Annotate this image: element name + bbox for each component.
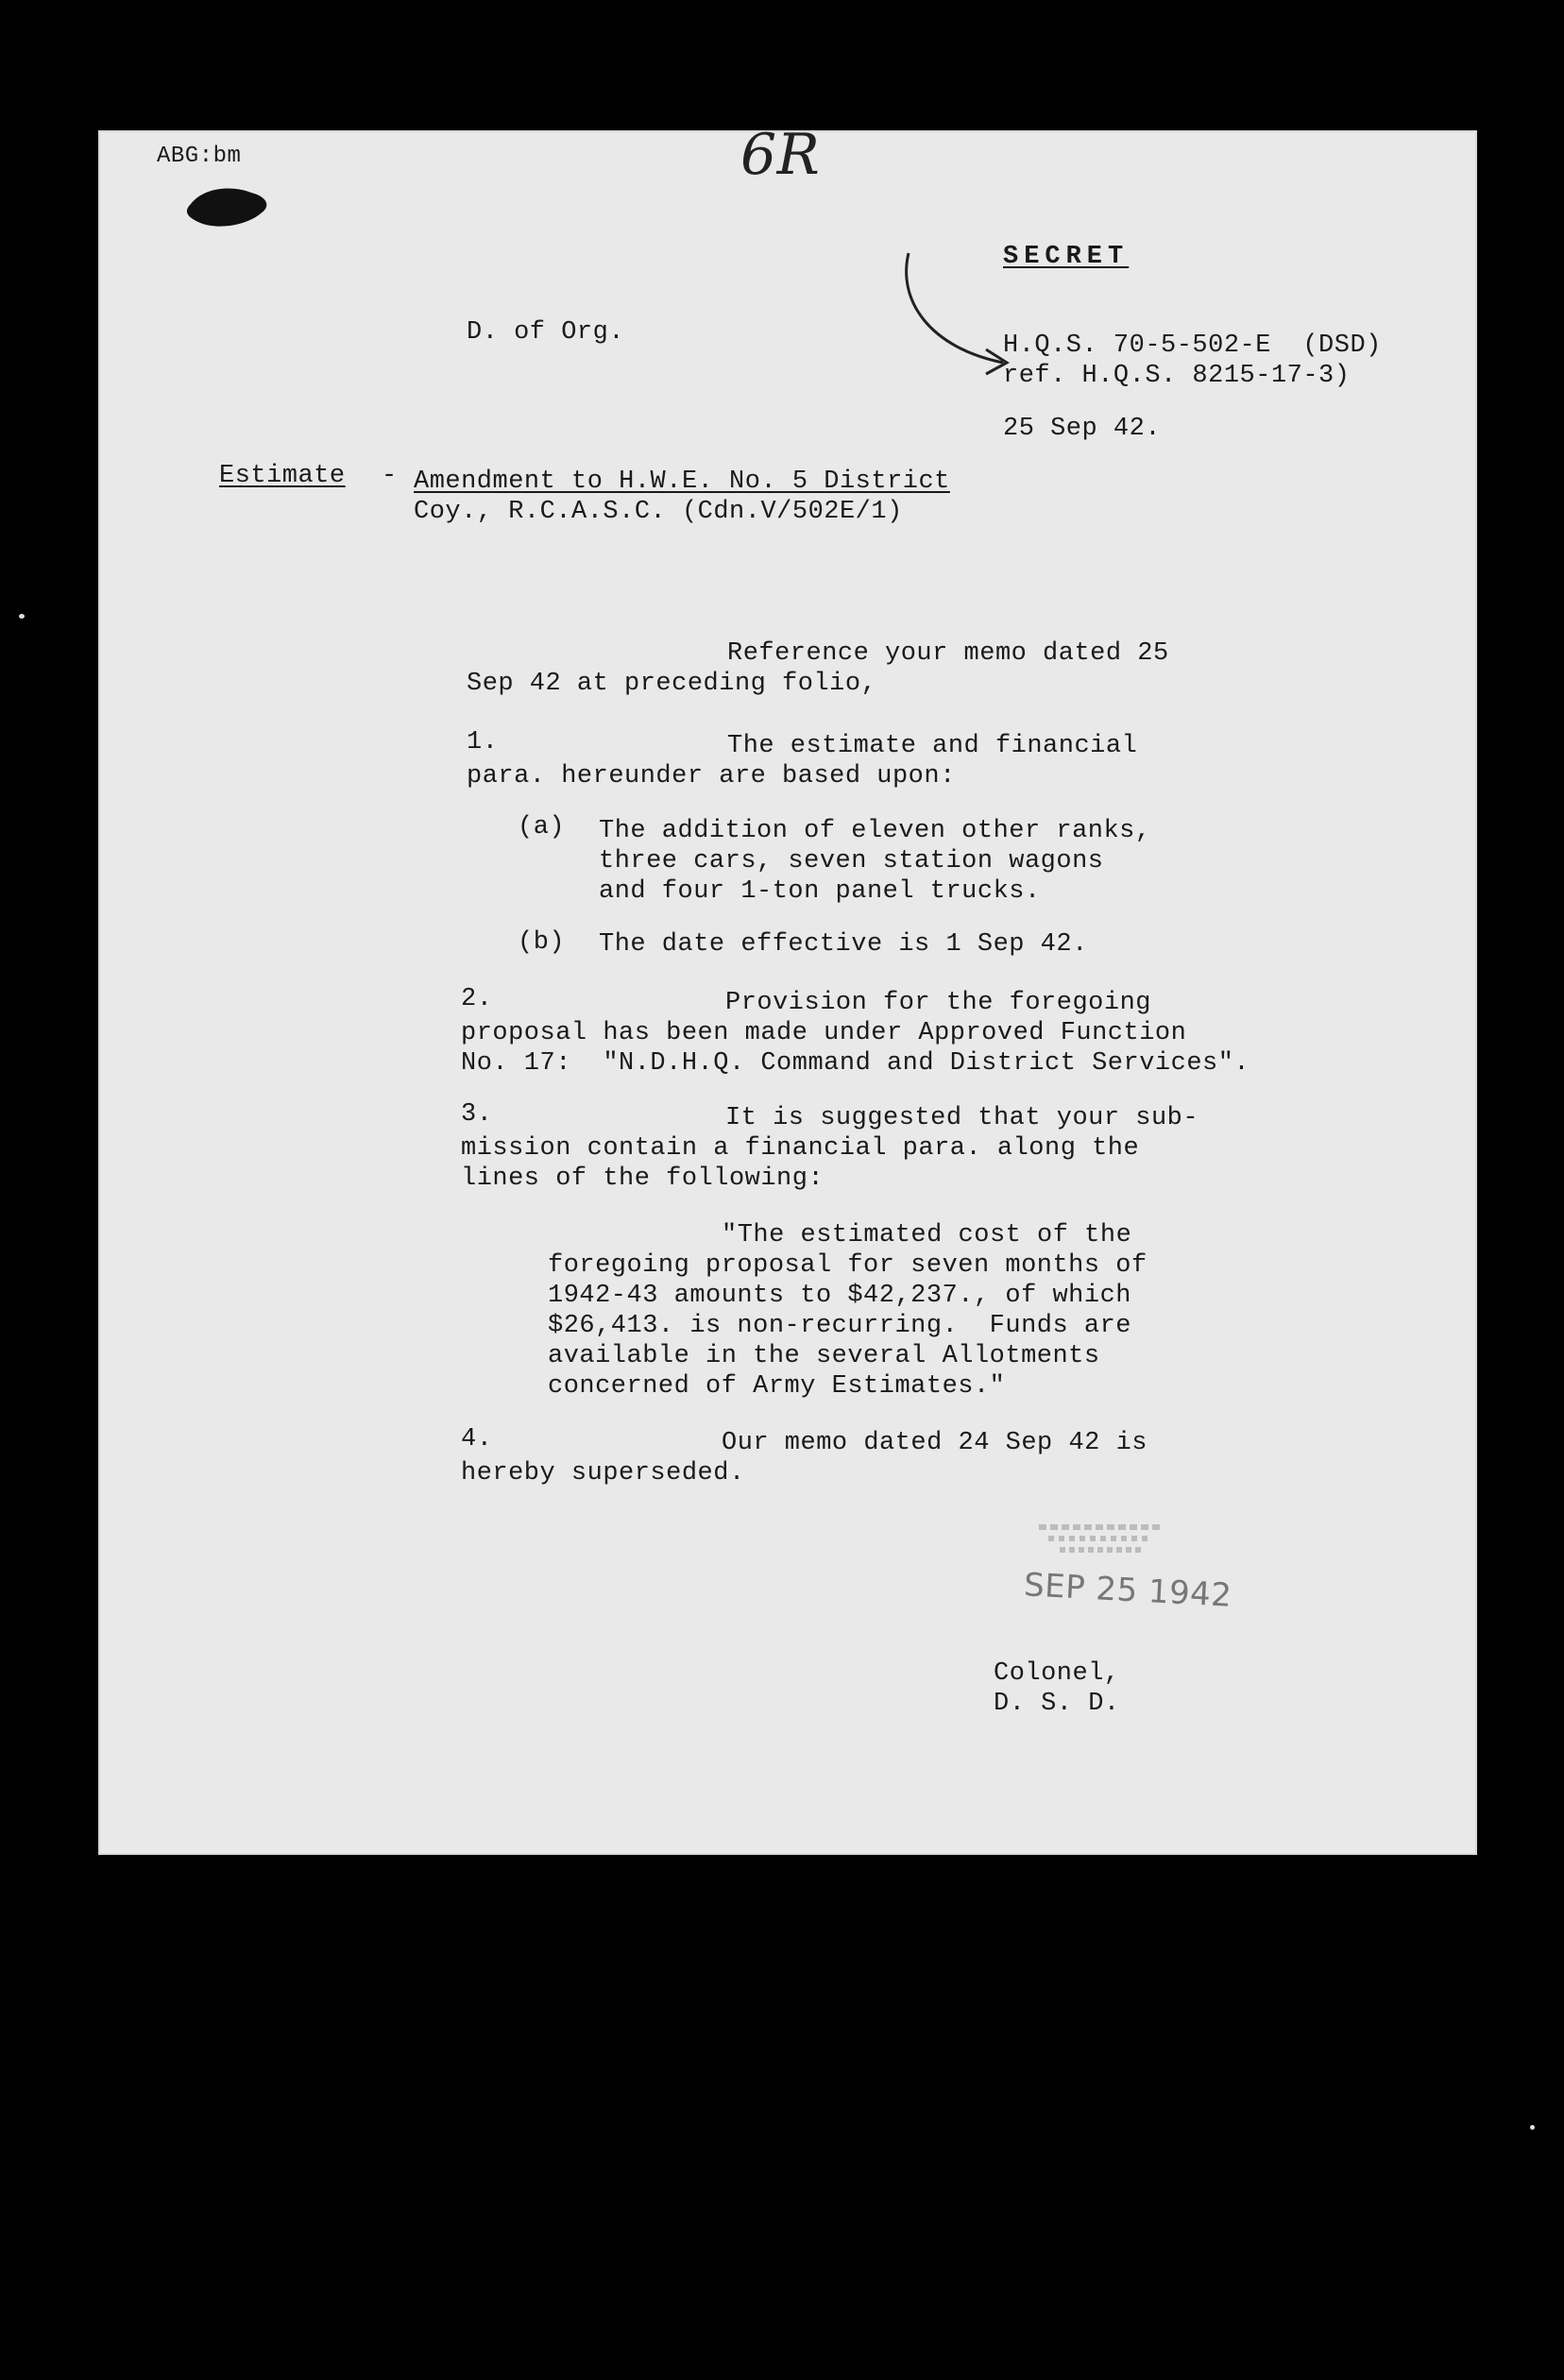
quote-line-2: foregoing proposal for seven months of <box>548 1251 1148 1280</box>
memo-date: 25 Sep 42. <box>1003 415 1162 443</box>
paragraph-4-line-1: Our memo dated 24 Sep 42 is <box>722 1429 1148 1457</box>
paragraph-1-number: 1. <box>467 728 499 756</box>
subject-line-2: Coy., R.C.A.S.C. (Cdn.V/502E/1) <box>414 498 903 526</box>
paragraph-2-line-2: proposal has been made under Approved Function <box>461 1019 1187 1047</box>
paragraph-1-line-1: The estimate and financial <box>727 732 1138 760</box>
paragraph-3-line-2: mission contain a financial para. along the <box>461 1134 1140 1163</box>
subject-label: Estimate <box>219 462 346 490</box>
paragraph-2-line-3: No. 17: "N.D.H.Q. Command and District Services". <box>461 1049 1250 1078</box>
file-reference-2: ref. H.Q.S. 8215-17-3) <box>1003 362 1351 390</box>
handwritten-note: 6R <box>740 122 821 188</box>
paragraph-3-line-1: It is suggested that your sub- <box>725 1104 1199 1132</box>
addressee: D. of Org. <box>467 318 625 347</box>
quote-line-1: "The estimated cost of the <box>722 1221 1132 1250</box>
quote-line-3: 1942-43 amounts to $42,237., of which <box>548 1282 1131 1310</box>
item-a-line-1: The addition of eleven other ranks, <box>599 817 1151 845</box>
signature-rank: Colonel, <box>994 1659 1120 1688</box>
signature-title: D. S. D. <box>994 1690 1120 1718</box>
subject-dash: - <box>382 462 398 490</box>
stamp-date: SEP 25 1942 <box>1023 1566 1233 1615</box>
received-stamp <box>1023 1519 1233 1623</box>
film-speck <box>1530 2125 1535 2130</box>
item-a-label: (a) <box>518 813 566 842</box>
intro-line-1: Reference your memo dated 25 <box>727 639 1169 668</box>
paragraph-1-line-2: para. hereunder are based upon: <box>467 762 956 790</box>
quote-line-4: $26,413. is non-recurring. Funds are <box>548 1312 1131 1340</box>
typist-reference: ABG:bm <box>157 144 242 169</box>
intro-line-2: Sep 42 at preceding folio, <box>467 670 877 698</box>
quote-line-5: available in the several Allotments <box>548 1342 1100 1370</box>
document-page <box>98 122 1477 1855</box>
paragraph-4-line-2: hereby superseded. <box>461 1459 745 1488</box>
file-reference-1: H.Q.S. 70-5-502-E (DSD) <box>1003 332 1382 360</box>
item-a-line-2: three cars, seven station wagons <box>599 847 1104 876</box>
film-speck <box>19 614 25 619</box>
paragraph-2-line-1: Provision for the foregoing <box>725 989 1151 1017</box>
classification-heading: SECRET <box>1003 243 1130 271</box>
item-b-label: (b) <box>518 928 566 957</box>
paragraph-2-number: 2. <box>461 985 493 1013</box>
paragraph-3-number: 3. <box>461 1100 493 1129</box>
paragraph-3-line-3: lines of the following: <box>461 1164 824 1193</box>
item-b-line-1: The date effective is 1 Sep 42. <box>599 930 1088 959</box>
subject-line-1: Amendment to H.W.E. No. 5 District <box>414 468 950 496</box>
item-a-line-3: and four 1-ton panel trucks. <box>599 877 1041 906</box>
ink-blot <box>185 183 276 230</box>
paragraph-4-number: 4. <box>461 1425 493 1454</box>
quote-line-6: concerned of Army Estimates." <box>548 1372 1006 1401</box>
